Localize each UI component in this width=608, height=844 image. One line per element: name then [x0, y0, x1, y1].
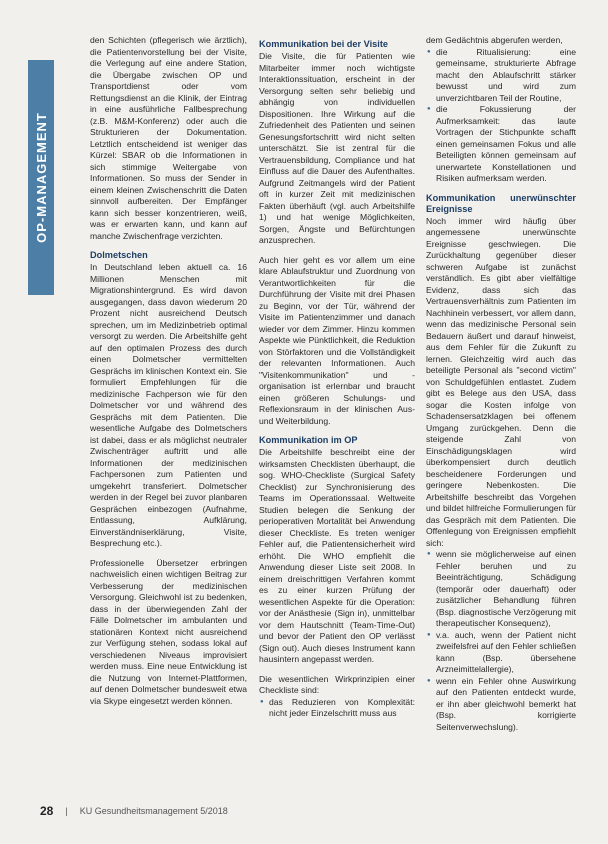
section-tab-label: OP-MANAGEMENT	[33, 112, 49, 243]
bullet-item: ● wenn sie möglicherweise auf einen Fehler beruhen und zu Beeinträchtigung, Schädigung (temporär oder dauerhaft) oder zusätzlicher Behandlung führen (Bsp. diagnostische Verzögerung mit therapeutischer Konsequenz),	[436, 549, 576, 630]
paragraph: den Schichten (pflegerisch wie ärztlich), die Patientenvorstellung bei der Visite, die Verlegung auf eine andere Station, die Übergabe zwischen OP und Transportdienst oder vom Rettungsdienst an die Klinik, der Eintrag in eine ausführliche Fallbesprechung (z.B. M&M-Konferenz) oder auch die Strukturieren der Dokumentation. Letztlich entscheidend ist weniger das Kürzel: SBAR ob die Informationen in sich stimmige Weitergabe von Informationen. So muss der Sender in einem kleinen Zwischenschritt die Daten sinnvoll aufbereiten. Der Empfänger kann sich besser konzentrieren, weiß, was er erwarten kann, und kann auf manche Zwischenfrage verzichten.	[90, 35, 247, 241]
column-3	[426, 35, 576, 733]
bullet-list	[259, 697, 415, 720]
bullet-list	[426, 549, 576, 733]
paragraph: dem Gedächtnis abgerufen werden,	[426, 35, 563, 45]
column-1	[90, 35, 247, 715]
bullet-item: ● die Fokussierung der Aufmerksamkeit: das laute Vortragen der Stichpunkte schafft einen gemeinsamen Fokus und alle Beteiligten können gemeinsam auf unerwartete Konstellationen und Risiken aufmerksam werden.	[436, 104, 576, 185]
heading-dolmetschen: Dolmetschen	[90, 250, 148, 260]
page-footer	[40, 804, 588, 818]
bullet-item: ● die Ritualisierung: eine gemeinsame, strukturierte Abfrage macht den Ablaufschritt stärker bewusst und wird zum unverzichtbaren Teil der Routine,	[436, 47, 576, 105]
heading-unerwuenscht: Kommunikation unerwünschter Ereignisse	[426, 192, 576, 214]
bullet-item: ● das Reduzieren von Komplexität: nicht jeder Einzelschritt muss aus	[269, 697, 415, 720]
heading-visite: Kommunikation bei der Visite	[259, 39, 388, 49]
paragraph: Noch immer wird häufig über angemessene unerwünschte Ereignisse geschwiegen. Die Zurückhaltung gegenüber dieser schweren Aufgabe ist zunächst verständlich. Es gibt aber vielfältige Evidenz, dass sich das Vertrauensverhältnis zum Patienten im Nachhinein verbessert, vor allem dann, wenn das medizinische Personal sein Bedauern äußert und darauf hinweist, aus dem Fehler für die Zukunft zu lernen. Gleichzeitig wird auch das beteiligte Personal als "second victim" von Schuldgefühlen entlastet. Zudem gibt es Belege aus den USA, dass sogar die Kosten infolge von Schadensersatzklagen bei offenem Umgang zurückgehen. Denn die steigende Zahl von Einschädigungsklagen wird überkompensiert durch deutlich bescheidenere Forderungen und geringere Nebenkosten. Die Arbeitshilfe beschreibt das Vorgehen und bildet hilfreiche Formulierungen für das Gespräch mit dem Patienten. Die Offenlegung von Ereignissen empfiehlt sich:	[426, 215, 576, 548]
section-tab	[28, 60, 54, 295]
paragraph: Die wesentlichen Wirkprinzipien einer Checkliste sind:	[259, 673, 415, 695]
heading-op: Kommunikation im OP	[259, 435, 358, 445]
paragraph: In Deutschland leben aktuell ca. 16 Millionen Menschen mit Migrationshintergrund. Es wird davon ausgegangen, dass davon wiederum 20 Prozent nicht ausreichend Deutsch sprechen, um im Medizinbetrieb optimal versorgt zu werden. Die Arbeitshilfe geht auf den optimalen Prozess des durch einen Dolmetscher vermittelten Gesprächs im klinischen Kontext ein. Sie formuliert Empfehlungen für die medizinische Fachperson wie für den Dolmetscher vor und während des Gesprächs mit dem Patienten. Die wesentliche Aufgabe des Dolmetschers ist dabei, dass er als möglichst neutraler Zwischenträger auftritt und alle Informationen der medizinischen Fachpersonen zum Patienten und umgekehrt transferiert. Dolmetscher werden in der Regel bei zuvor planbaren Gesprächen einbezogen (Aufnahme, Entlassung, Aufklärung, Einverständniserklärung, Visite, Besprechung etc.).	[90, 262, 247, 548]
column-2	[259, 35, 415, 720]
page-number: 28	[40, 804, 54, 818]
footer-separator: |	[65, 806, 68, 816]
journal-name: KU Gesundheitsmanagement 5/2018	[79, 806, 228, 816]
paragraph: Auch hier geht es vor allem um eine klare Ablaufstruktur und Zuordnung von Verantwortlichkeiten für die Durchführung der Visite mit drei Phasen zu Beginn, vor der Tür, während der Visite im Patientenzimmer und danach wieder vor dem Zimmer. Hinzu kommen Aspekte wie Pünktlichkeit, die Reduktion von Störfaktoren und die Vollständigkeit der relevanten Informationen. Auch "Visitenkommunikation" und -organisation ist erlernbar und braucht einen größeren Schulungs- und Reflexionsraum in der klinischen Aus- und Weiterbildung.	[259, 254, 415, 426]
bullet-list	[426, 47, 576, 185]
bullet-item: ● wenn ein Fehler ohne Auswirkung auf den Patienten entdeckt wurde, er ihn aber gleichwohl bemerkt hat (Bsp. korrigierte Seitenverwechslung).	[436, 676, 576, 734]
paragraph: Die Visite, die für Patienten wie Mitarbeiter immer noch wichtigste Interaktionssituation, erscheint in der Versorgung selten sehr beliebig und abhängig von individuellen Dispositionen. Ihre Wirkung auf die Zufriedenheit des Patienten und seinen Genesungsfortschritt wird nicht selten unterschätzt. Sie ist zentral für die Vertrauensbildung, Compliance und hat Einfluss auf die Dauer des Aufenthaltes. Aufgrund Zeitmangels wird der Patient oft in kurzer Zeit mit medizinischen Fakten überhäuft (vgl. auch Arbeitshilfe 1) und hat wenige Möglichkeiten, Sorgen, Ängste und Befürchtungen anzusprechen.	[259, 51, 415, 245]
paragraph: Die Arbeitshilfe beschreibt eine der wirksamsten Checklisten überhaupt, die sog. WHO-Checkliste (Surgical Safety Checklist) zur Synchronisierung des Teams im Operationssaal. Weltweite Studien belegen die Senkung der perioperativen Mortalität bei Anwendung dieser Checkliste. Es treten weniger Fehler auf, die Patientensicherheit wird erhöht. Die WHO empfiehlt die Anwendung dieser Liste seit 2008. In einem dreischrittigen Verfahren kommt es zu einer kurzen Prüfung der wesentlichen Aspekte für die Operation: vor der Anästhesie (Sign in), unmittelbar vor dem Hautschnitt (Team-Time-Out) und bevor der Patient den OP verlässt (Sign out). Auch dieses Instrument kann hausintern angepasst werden.	[259, 447, 415, 664]
bullet-item: ● v.a. auch, wenn der Patient nicht zweifelsfrei auf den Fehler schließen kann (Bsp. übersehene Arzneimittelallergie),	[436, 630, 576, 676]
paragraph: Professionelle Übersetzer erbringen nachweislich einen wichtigen Beitrag zur Verbesserung der medizinischen Versorgung. Gleichwohl ist zu bedenken, dass in der überwiegenden Zahl der Fälle Dolmetscher im ambulanten und stationären Kontext nicht ausreichend zur Verfügung stehen, sodass lokal auf verschiedenen Niveaus improvisiert werden muss. Eine neue Entwicklung ist die Nutzung von Internet-Plattformen, auf denen Dolmetscher bundesweit etwa via Skype eingesetzt werden können.	[90, 557, 247, 706]
